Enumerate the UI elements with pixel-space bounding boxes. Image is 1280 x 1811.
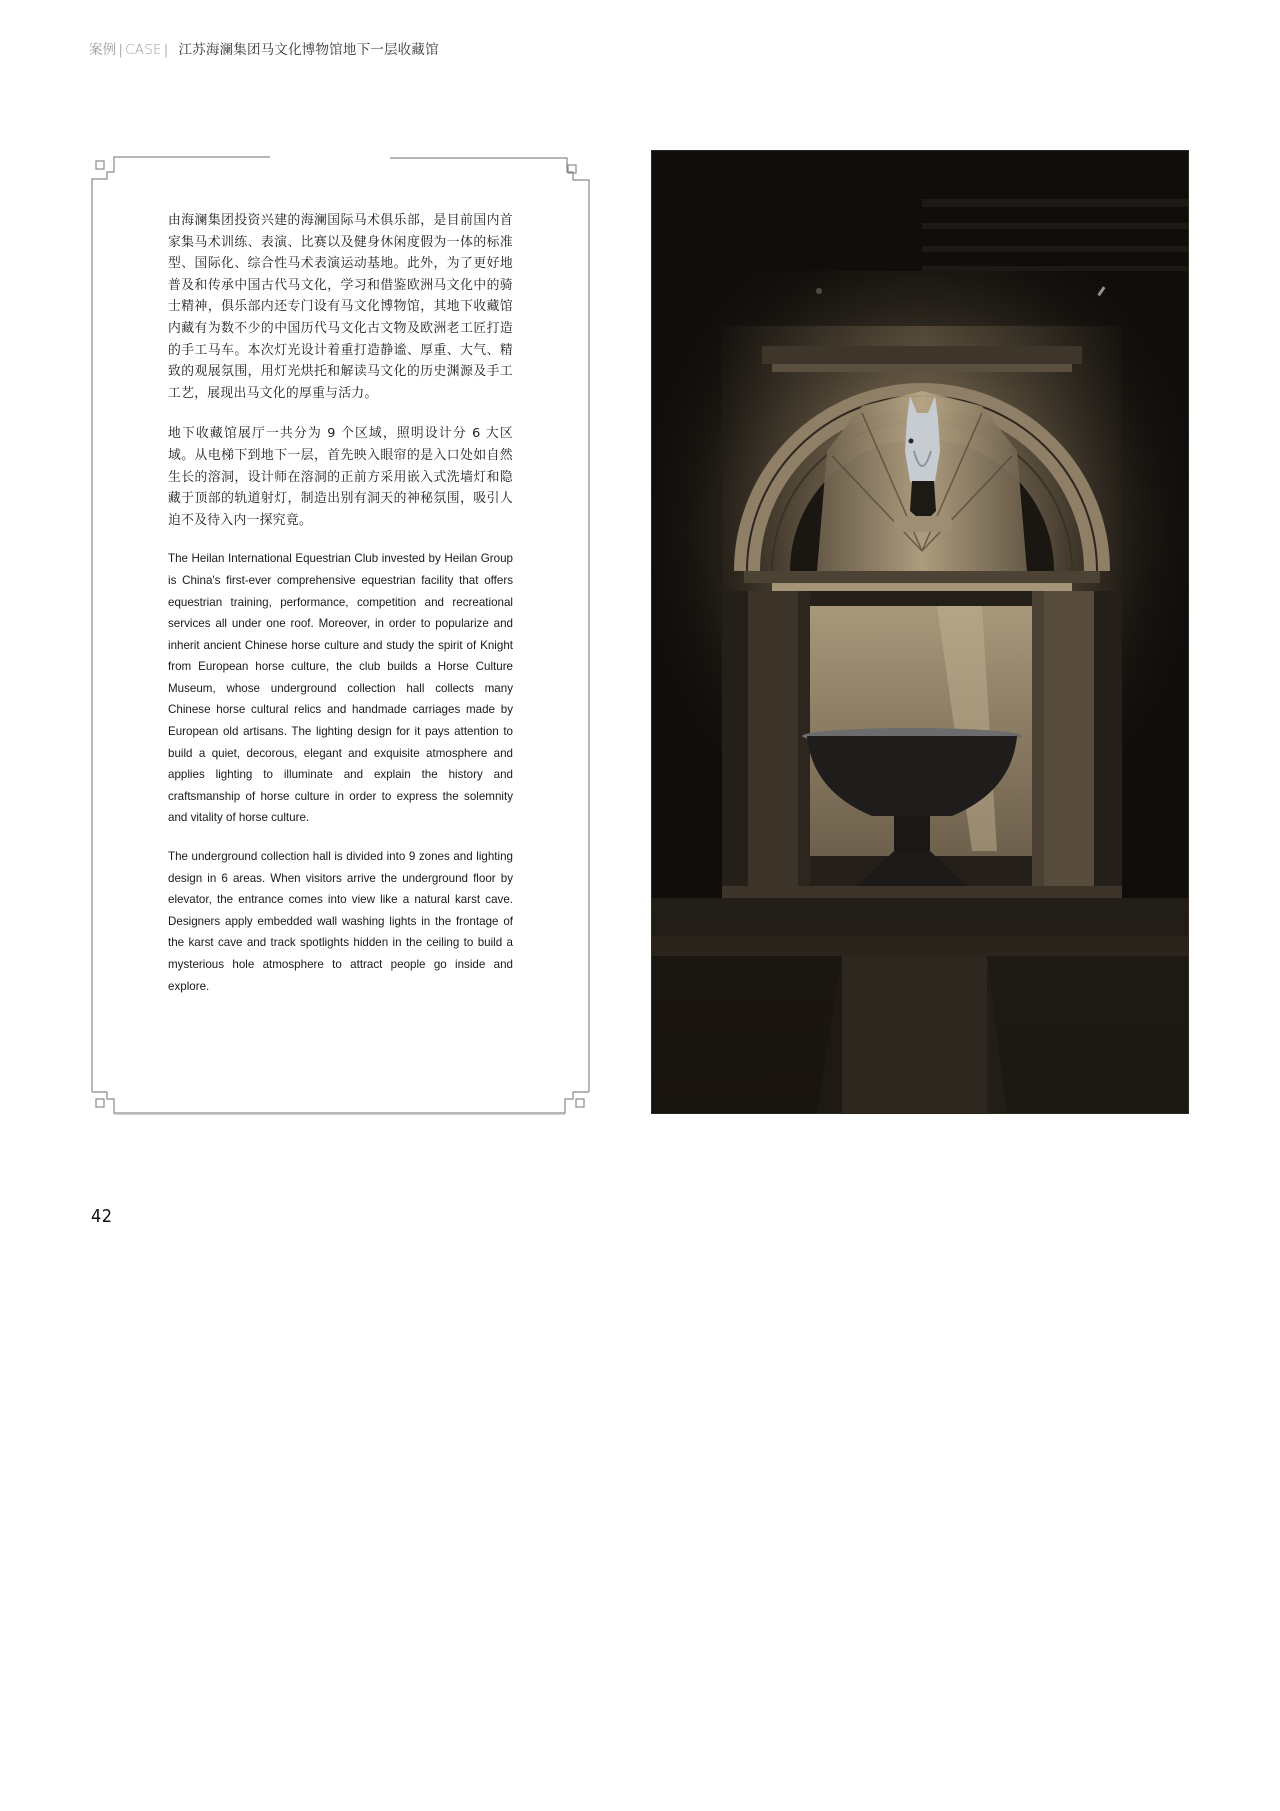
header-separator: | (118, 42, 124, 58)
paragraph-zh-intro: 由海澜集团投资兴建的海澜国际马术俱乐部，是目前国内首家集马术训练、表演、比赛以及健身休闲度假为一体的标准型、国际化、综合性马术表演运动基地。此外，为了更好地普及和传承中国古代马文化，学习和借鉴欧洲马文化中的骑士精神，俱乐部内还专门设有马文化博物馆，其地下收藏馆内藏有为数不少的中国历代马文化古文物及欧洲老工匠打造的手工马车。本次灯光设计着重打造静谧、厚重、大气、精致的观展氛围，用灯光烘托和解读马文化的历史渊源及手工工艺，展现出马文化的厚重与活力。 (168, 213, 513, 401)
header-title: 江苏海澜集团马文化博物馆地下一层收藏馆 (178, 42, 439, 58)
paragraph-en-zones: The underground collection hall is divided into 9 zones and lighting design in 6 areas. When visitors arrive the underground floor by elevator, the entrance comes into view like a natural karst cave. Designers apply embedded wall washing lights in the frontage of the karst cave and track spotlights hidden in the ceiling to build a mysterious hole atmosphere to attract people go inside and explore. (168, 850, 513, 993)
article-body (168, 210, 513, 1014)
header-category-en: CASE (125, 42, 162, 58)
photo-illustration (652, 151, 1189, 1114)
header-category-zh: 案例 (89, 42, 117, 58)
header-separator: | (163, 42, 169, 58)
photo-horse-niche (651, 150, 1189, 1114)
paragraph-zh-zones: 地下收藏馆展厅一共分为 9 个区域，照明设计分 6 大区域。从电梯下到地下一层，首先映入眼帘的是入口处如自然生长的溶洞，设计师在溶洞的正前方采用嵌入式洗墙灯和隐藏于顶部的轨道射灯，制造出别有洞天的神秘氛围，吸引人迫不及待入内一探究竟。 (168, 426, 513, 528)
running-header (89, 38, 439, 58)
paragraph-en-intro: The Heilan International Equestrian Club invested by Heilan Group is China's first-ever comprehensive equestrian facility that offers equestrian training, performance, competition and recreational services all under one roof. Moreover, in order to popularize and inherit ancient Chinese horse culture and study the spirit of Knight from European horse culture, the club builds a Horse Culture Museum, whose underground collection hall collects many Chinese horse cultural relics and handmade carriages made by European old artisans. The lighting design for it pays attention to build a quiet, decorous, elegant and exquisite atmosphere and applies lighting to illuminate and explain the history and craftsmanship of horse culture in order to express the solemnity and vitality of horse culture. (168, 552, 513, 825)
page-number: 42 (91, 1206, 113, 1227)
